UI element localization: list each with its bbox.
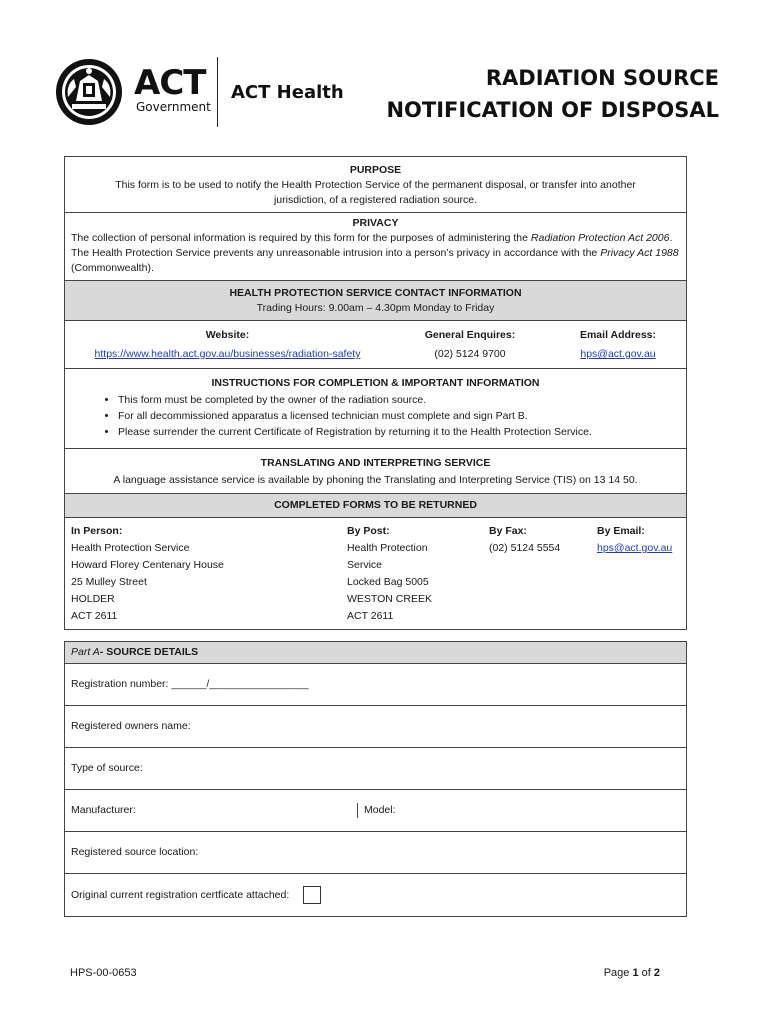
- in-person-column: [71, 523, 347, 625]
- post-column: [347, 523, 489, 625]
- act-health-text: ACT Health: [231, 82, 344, 103]
- act-coat-of-arms-icon: [54, 57, 124, 127]
- address-line: Locked Bag 5005: [347, 576, 429, 588]
- instructions-list: [71, 393, 680, 440]
- list-item: • Please surrender the current Certificate of Registration by returning it to the Health Protection Service.: [118, 425, 680, 440]
- post-label: By Post:: [347, 525, 390, 537]
- enquiries-value: (02) 5124 9700: [434, 348, 506, 360]
- fax-value: (02) 5124 5554: [489, 542, 561, 554]
- contact-details: [65, 321, 686, 369]
- translating-heading: TRANSLATING AND INTERPRETING SERVICE: [260, 457, 491, 469]
- trading-hours: Trading Hours: 9.00am – 4.30pm Monday to Friday: [256, 302, 495, 314]
- fax-label: By Fax:: [489, 525, 527, 537]
- address-line: 25 Mulley Street: [71, 576, 147, 588]
- by-email-label: By Email:: [597, 525, 645, 537]
- owners-name-label: Registered owners name:: [71, 720, 191, 732]
- translating-section: [65, 449, 686, 494]
- address-line: Howard Florey Centenary House: [71, 559, 224, 571]
- fax-column: [489, 523, 597, 625]
- owners-name-field[interactable]: [65, 706, 686, 748]
- enquiries-label: General Enquires:: [424, 329, 516, 341]
- title-line-2: NOTIFICATION OF DISPOSAL: [386, 98, 719, 122]
- email-label: Email Address:: [579, 329, 657, 341]
- address-line: ACT 2611: [347, 610, 394, 622]
- website-column: [65, 326, 390, 364]
- email-link[interactable]: hps@act.gov.au: [580, 348, 656, 360]
- instructions-heading: INSTRUCTIONS FOR COMPLETION & IMPORTANT INFORMATION: [211, 377, 540, 389]
- list-item: • For all decommissioned apparatus a licensed technician must complete and sign Part B.: [118, 409, 680, 424]
- returned-details: [65, 518, 686, 629]
- form-code: HPS-00-0653: [70, 967, 137, 979]
- by-email-column: [597, 523, 672, 625]
- privacy-text: The collection of personal information is required by this form for the purposes of administering the Radiation Protection Act 2006. The Health Protection Service prevents any unreasonable intrusion into a person’s privacy in accordance with the Privacy Act 1988 (Commonwealth).: [71, 232, 679, 274]
- address-line: Health Protection Service: [71, 542, 190, 554]
- contact-heading: HEALTH PROTECTION SERVICE CONTACT INFORMATION: [229, 287, 522, 299]
- part-a-label: Part A: [71, 646, 100, 658]
- list-item: • This form must be completed by the owner of the radiation source.: [118, 393, 680, 408]
- model-label: Model:: [364, 804, 396, 816]
- info-box: [64, 156, 687, 630]
- privacy-heading: PRIVACY: [352, 217, 399, 229]
- purpose-section: [65, 157, 686, 213]
- radiation-act-name: Radiation Protection Act 2006: [530, 232, 670, 244]
- certificate-attached-row: [65, 874, 686, 916]
- website-link[interactable]: https://www.health.act.gov.au/businesses/radiation-safety: [94, 348, 361, 360]
- by-email-link[interactable]: hps@act.gov.au: [597, 542, 673, 554]
- in-person-label: In Person:: [71, 525, 123, 537]
- email-column: [550, 326, 686, 364]
- part-a-heading: [65, 642, 686, 664]
- registration-number-field[interactable]: [65, 664, 686, 706]
- page-number: Page 1 of 2: [603, 967, 660, 979]
- act-logo-text: ACT: [134, 63, 206, 103]
- manufacturer-field[interactable]: [65, 803, 358, 818]
- address-line: Health Protection: [347, 542, 428, 554]
- source-location-label: Registered source location:: [71, 846, 199, 858]
- purpose-heading: PURPOSE: [349, 164, 402, 176]
- title-line-1: RADIATION SOURCE: [485, 66, 719, 90]
- address-line: WESTON CREEK: [347, 593, 432, 605]
- certificate-attached-label: Original current registration certficate attached:: [71, 888, 290, 901]
- translating-text: A language assistance service is available by phoning the Translating and Interpreting Service (TIS) on 13 14 50.: [113, 474, 638, 486]
- manufacturer-model-row: [65, 790, 686, 832]
- source-location-field[interactable]: [65, 832, 686, 874]
- manufacturer-label: Manufacturer:: [71, 804, 136, 816]
- address-line: Service: [347, 559, 383, 571]
- header-divider: [217, 57, 218, 127]
- registration-number-label: Registration number: ______/_________________: [71, 678, 309, 690]
- model-field[interactable]: [358, 803, 402, 818]
- header: [0, 0, 770, 150]
- website-label: Website:: [205, 329, 250, 341]
- privacy-act-name: Privacy Act 1988: [600, 247, 679, 259]
- privacy-section: [65, 213, 686, 281]
- instructions-section: [65, 369, 686, 449]
- part-a-title: - SOURCE DETAILS: [99, 646, 199, 658]
- document-title: [386, 62, 719, 126]
- address-line: HOLDER: [71, 593, 115, 605]
- address-line: ACT 2611: [71, 610, 118, 622]
- type-of-source-field[interactable]: [65, 748, 686, 790]
- enquiries-column: [390, 326, 550, 364]
- part-a-form: [64, 641, 687, 917]
- contact-heading-section: [65, 281, 686, 321]
- returned-heading: COMPLETED FORMS TO BE RETURNED: [65, 494, 686, 518]
- certificate-attached-checkbox[interactable]: [303, 886, 321, 904]
- purpose-text: This form is to be used to notify the Health Protection Service of the permanent disposal, or transfer into another jurisdiction, of a registered radiation source.: [115, 179, 636, 206]
- act-government-text: Government: [136, 100, 211, 114]
- type-of-source-label: Type of source:: [71, 762, 143, 774]
